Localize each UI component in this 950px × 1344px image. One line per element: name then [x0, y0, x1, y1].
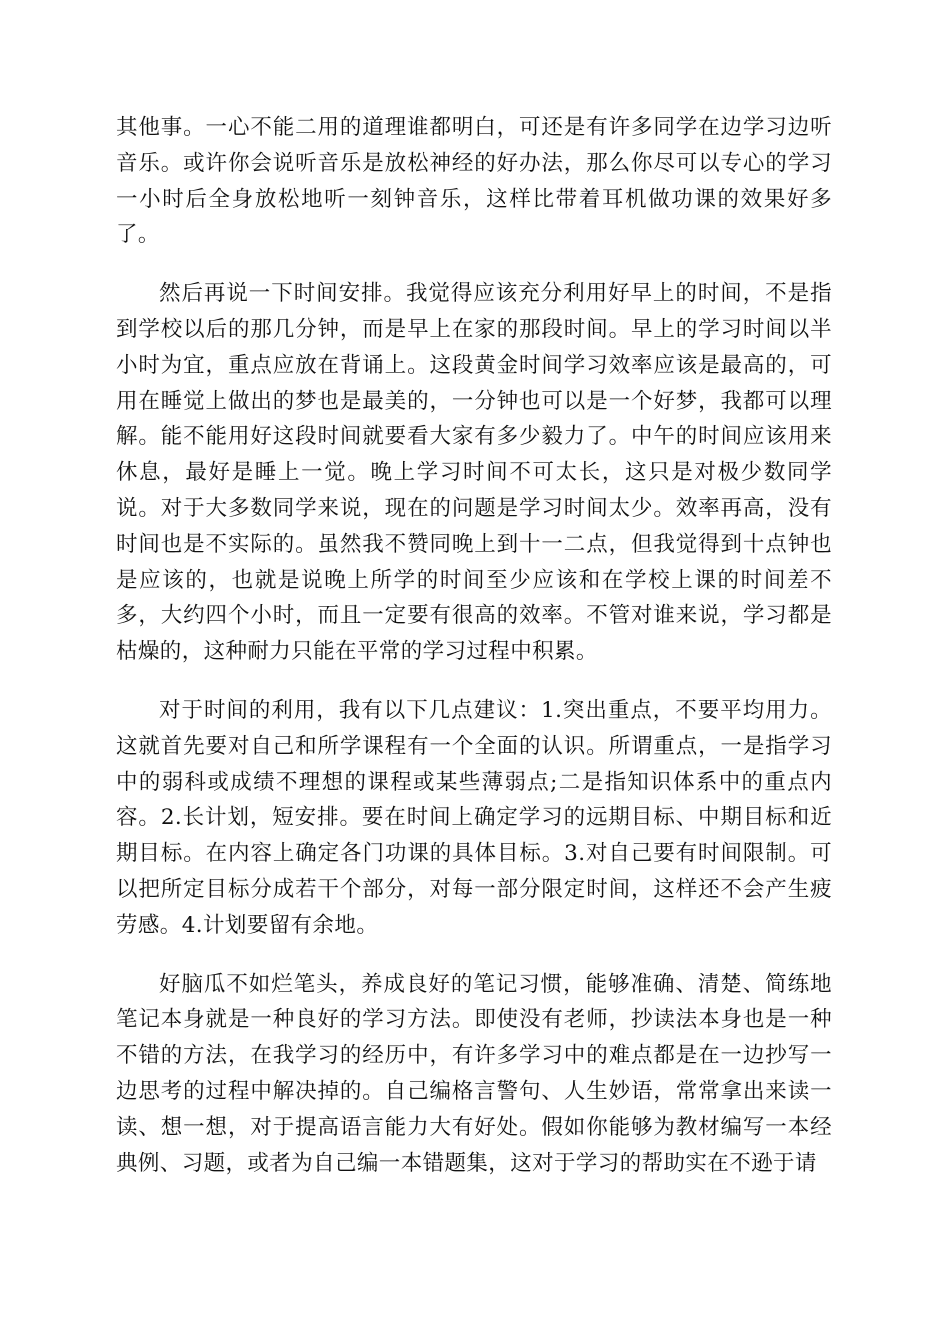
- paragraph-2: 然后再说一下时间安排。我觉得应该充分利用好早上的时间，不是指到学校以后的那几分钟，而是早上在家的那段时间。早上的学习时间以半小时为宜，重点应放在背诵上。这段黄金时间学习效率应该是最高的，可用在睡觉上做出的梦也是最美的，一分钟也可以是一个好梦，我都可以理解。能不能用好这段时间就要看大家有多少毅力了。中午的时间应该用来休息，最好是睡上一觉。晚上学习时间不可太长，这只是对极少数同学说。对于大多数同学来说，现在的问题是学习时间太少。效率再高，没有时间也是不实际的。虽然我不赞同晚上到十一二点，但我觉得到十点钟也是应该的，也就是说晚上所学的时间至少应该和在学校上课的时间差不多，大约四个小时，而且一定要有很高的效率。不管对谁来说，学习都是枯燥的，这种耐力只能在平常的学习过程中积累。: [116, 281, 832, 665]
- paragraph-4: 好脑瓜不如烂笔头，养成良好的笔记习惯，能够准确、清楚、简练地笔记本身就是一种良好的学习方法。即使没有老师，抄读法本身也是一种不错的方法，在我学习的经历中，有许多学习中的难点都是在一边抄写一边思考的过程中解决掉的。自己编格言警句、人生妙语，常常拿出来读一读、想一想，对于提高语言能力大有好处。假如你能够为教材编写一本经典例、习题，或者为自己编一本错题集，这对于学习的帮助实在不逊于请: [116, 971, 832, 1176]
- paragraph-1: 其他事。一心不能二用的道理谁都明白，可还是有许多同学在边学习边听音乐。或许你会说听音乐是放松神经的好办法，那么你尽可以专心的学习一小时后全身放松地听一刻钟音乐，这样比带着耳机做功课的效果好多了。: [116, 115, 832, 248]
- paragraph-3: 对于时间的利用，我有以下几点建议：1.突出重点，不要平均用力。这就首先要对自己和所学课程有一个全面的认识。所谓重点，一是指学习中的弱科或成绩不理想的课程或某些薄弱点;二是指知识体系中的重点内容。2.长计划，短安排。要在时间上确定学习的远期目标、中期目标和近期目标。在内容上确定各门功课的具体目标。3.对自己要有时间限制。可以把所定目标分成若干个部分，对每一部分限定时间，这样还不会产生疲劳感。4.计划要留有余地。: [116, 697, 832, 938]
- document-body: [116, 110, 832, 1204]
